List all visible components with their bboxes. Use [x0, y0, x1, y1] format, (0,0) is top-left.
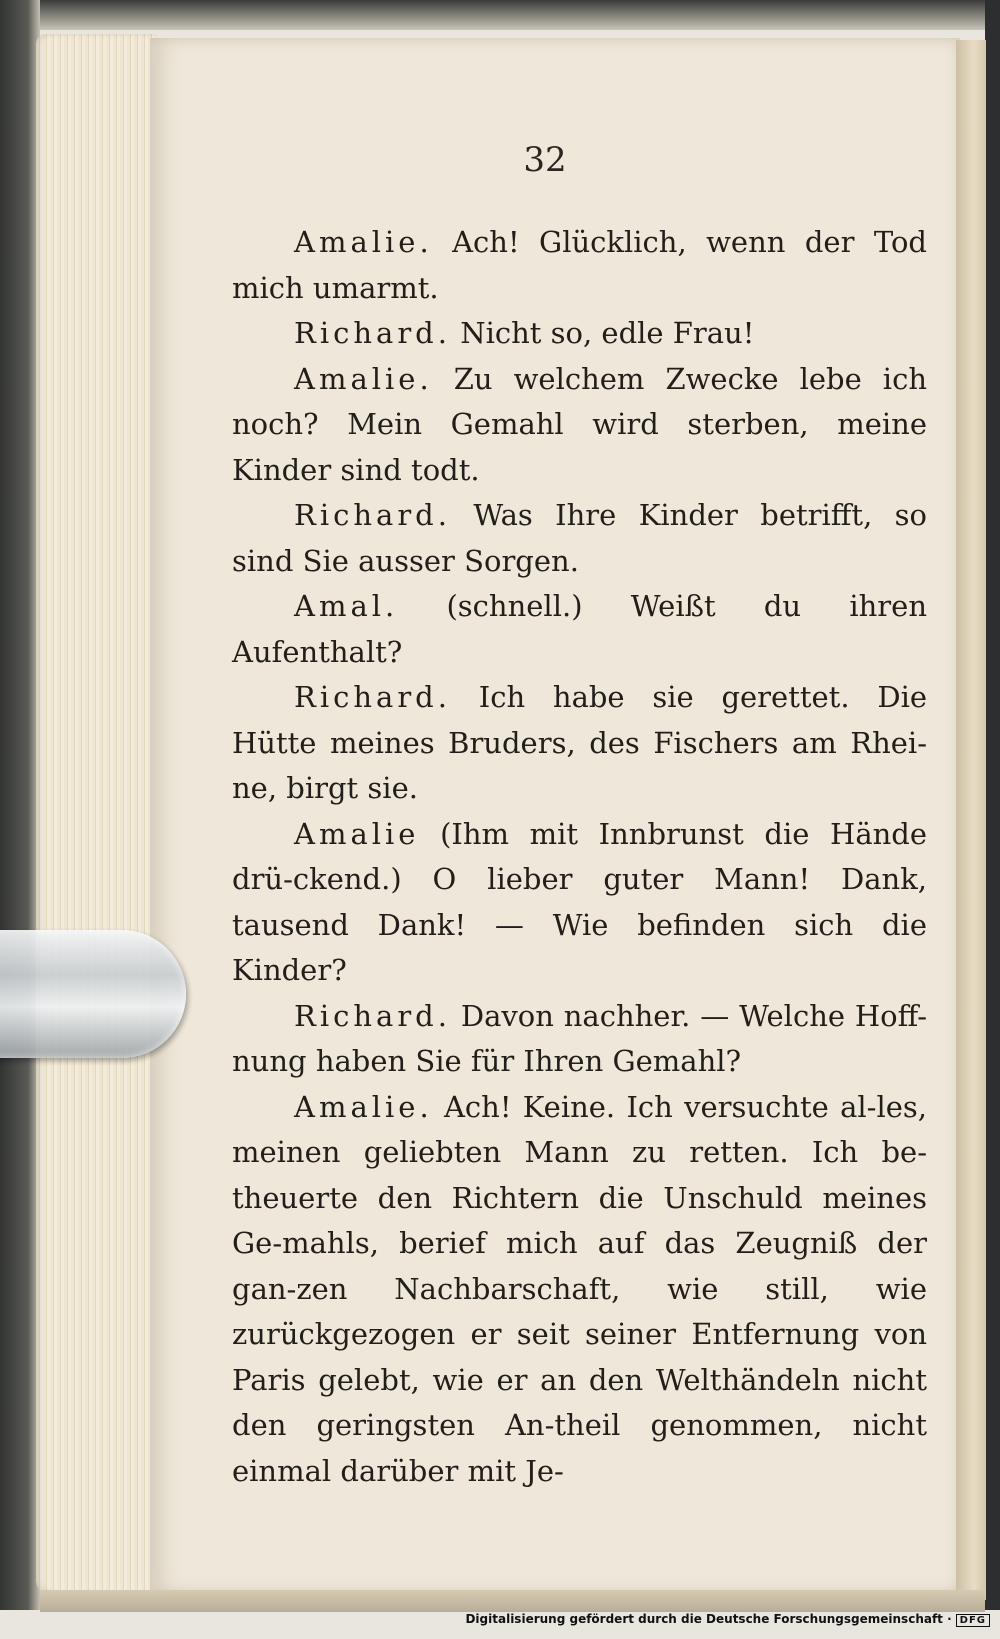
- page-number: 32: [523, 140, 567, 180]
- dialogue-paragraph: [232, 812, 927, 994]
- dialogue-paragraph: [232, 220, 927, 311]
- glass-page-holder: [0, 930, 186, 1058]
- scanner-background-right: [985, 0, 1000, 1610]
- dialogue-text: (schnell.) Weißt du ihren Aufenthalt?: [232, 589, 927, 669]
- dialogue-text: Ich habe sie gerettet. Die Hütte meines Bruders, des Fischers am Rhei-ne, birgt sie.: [232, 680, 928, 805]
- dialogue-paragraph: [232, 994, 927, 1085]
- credit-text: Digitalisierung gefördert durch die Deutsche Forschungsgemeinschaft ·: [465, 1612, 952, 1626]
- dialogue-paragraph: [232, 493, 927, 584]
- dialogue-paragraph: [232, 584, 927, 675]
- scanner-background-top: [0, 0, 1000, 30]
- speaker-name: Amalie.: [294, 361, 433, 396]
- speaker-name: Amalie: [294, 816, 420, 851]
- scanner-background-left: [0, 0, 40, 1610]
- speaker-name: Richard.: [294, 680, 451, 714]
- page-stack-edge: [36, 34, 156, 1594]
- speaker-name: Richard.: [294, 498, 451, 532]
- speaker-name: Amal.: [294, 589, 399, 623]
- dialogue-text: Zu welchem Zwecke lebe ich noch? Mein Gemahl wird sterben, meine Kinder sind todt.: [232, 361, 928, 487]
- page-text: [232, 220, 927, 1494]
- speaker-name: Amalie.: [294, 1089, 433, 1124]
- facing-page-edge: [956, 40, 986, 1600]
- dialogue-paragraph: [232, 675, 927, 812]
- speaker-name: Amalie.: [294, 225, 433, 259]
- dialogue-paragraph: [232, 311, 927, 357]
- dialogue-text: Was Ihre Kinder betrifft, so sind Sie ausser Sorgen.: [232, 498, 927, 578]
- dialogue-text: Nicht so, edle Frau!: [460, 316, 755, 350]
- book-bottom-edge: [40, 1590, 985, 1612]
- dialogue-text: Davon nachher. — Welche Hoff-nung haben Sie für Ihren Gemahl?: [232, 998, 927, 1078]
- digitization-credit: [465, 1612, 990, 1627]
- dialogue-text: (Ihm mit Innbrunst die Hände drü-ckend.) O lieber guter Mann! Dank, tausend Dank! — Wie befinden sich die Kinder?: [232, 816, 928, 987]
- speaker-name: Richard.: [294, 998, 451, 1033]
- dialogue-paragraph: [232, 357, 927, 494]
- dialogue-text: Ach! Glücklich, wenn der Tod mich umarmt.: [232, 225, 927, 305]
- dialogue-paragraph: [232, 1085, 927, 1495]
- speaker-name: Richard.: [294, 316, 451, 350]
- dfg-logo: DFG: [956, 1614, 990, 1627]
- dialogue-text: Ach! Keine. Ich versuchte al-les, meinen geliebten Mann zu retten. Ich be-theuerte den Richtern die Unschuld meines Ge-mahls, berief mich auf das Zeugniß der gan-zen Nachbarschaft, wie still, wie zurückgezogen er seit seiner Entfernung von Paris gelebt, wie er an den Welthändeln nicht den geringsten An-theil genommen, nicht einmal darüber mit Je-: [232, 1089, 928, 1488]
